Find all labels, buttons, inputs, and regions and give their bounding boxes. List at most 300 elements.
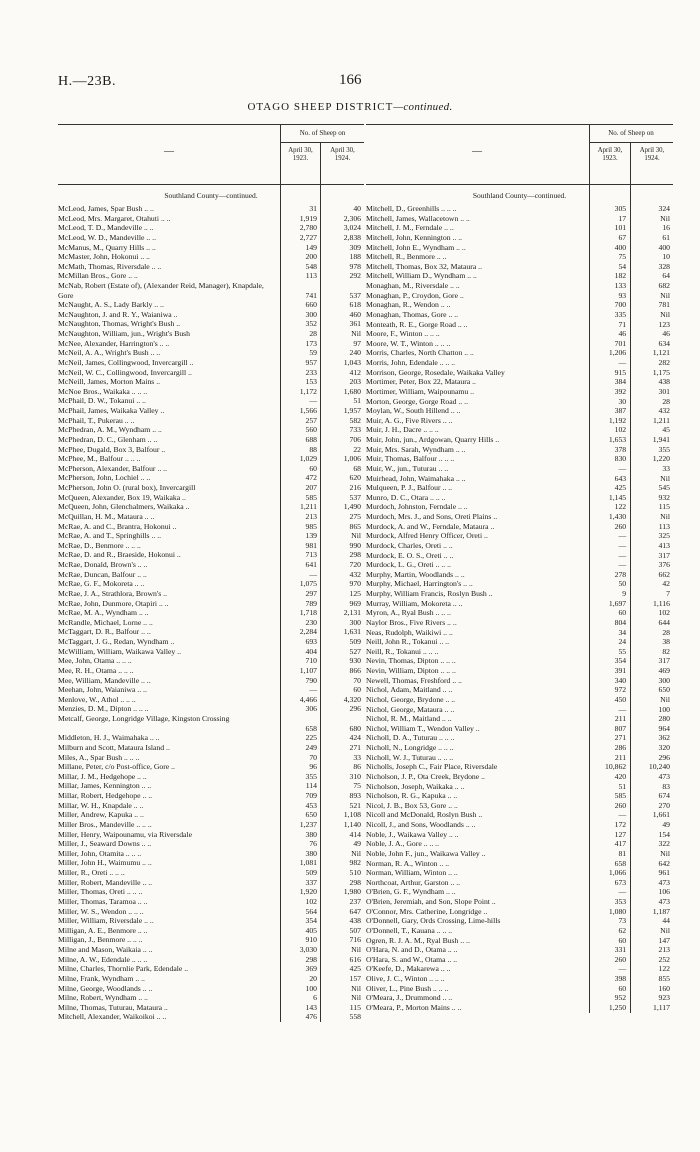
owner-cell: O'Hara, N. and D., Otama .. .. [366, 945, 458, 955]
sheep-1924-cell: Nil [660, 290, 670, 300]
sheep-1923-cell: 1,107 [299, 665, 317, 675]
owner-cell: McNeill, James, Morton Mains .. [58, 377, 161, 387]
sheep-1924-cell: 213 [658, 945, 670, 955]
sheep-1924-cell: 644 [658, 617, 670, 627]
owner-cell: Miller, R., Oreti .. .. .. [58, 868, 125, 878]
sheep-1923-cell: 1,080 [608, 906, 627, 916]
table-row [58, 685, 364, 695]
sheep-1923-cell: 2,727 [299, 232, 317, 242]
owner-cell: Milne, Robert, Wyndham .. .. [58, 993, 148, 1003]
sheep-1923-cell: 297 [305, 588, 317, 598]
table-row [58, 599, 364, 609]
sheep-1924-cell: 970 [349, 579, 361, 589]
sheep-1923-cell: 1,075 [299, 579, 317, 589]
sheep-1923-cell: 3,030 [299, 945, 317, 955]
sheep-1924-cell: Nil [660, 309, 670, 319]
owner-cell: McRae, G. F., Mokoreta .. .. [58, 579, 145, 589]
sheep-1924-cell: 325 [658, 531, 670, 541]
sheep-1924-cell: 298 [349, 877, 361, 887]
owner-cell: McQueen, Alexander, Box 19, Waikaka .. [58, 492, 186, 502]
sheep-1923-cell: 789 [305, 598, 317, 608]
sheep-1923-cell: 450 [614, 694, 627, 704]
col-1923-header: April 30, 1923. [288, 147, 313, 162]
sheep-1924-cell: 7 [666, 589, 670, 598]
sheep-1923-cell: 101 [614, 223, 627, 233]
table-row [58, 676, 364, 686]
table-row [58, 801, 364, 811]
sheep-1924-cell: 460 [349, 309, 361, 319]
owner-cell: O'Meara, J., Drummond .. .. [366, 993, 453, 1003]
table-row [58, 839, 364, 849]
table-row [366, 493, 673, 503]
table-row [58, 945, 364, 955]
sheep-1923-cell: 122 [614, 502, 627, 512]
sheep-1923-cell: 113 [305, 271, 317, 281]
sheep-1923-cell: 278 [614, 569, 627, 579]
owner-cell: McPhee, M., Balfour .. .. .. [58, 454, 141, 464]
sheep-1923-cell: 30 [618, 396, 627, 406]
owner-cell: Naylor Bros., Five Rivers .. .. [366, 617, 457, 627]
owner-cell: Miller, John, Otamita .. .. .. [58, 848, 142, 858]
table-row [58, 531, 364, 541]
sheep-1924-cell: 733 [349, 425, 361, 435]
owner-cell: O'Donnell, T., Kauana .. .. .. [366, 925, 453, 935]
sheep-1924-cell: 432 [658, 406, 670, 416]
sheep-1924-cell: 237 [349, 896, 361, 906]
table-row [58, 339, 364, 349]
table-row [58, 984, 364, 994]
table-row [58, 955, 364, 965]
sheep-1924-cell: 16 [662, 223, 670, 233]
sheep-1923-cell: 271 [614, 733, 627, 743]
table-row [366, 474, 673, 484]
sheep-1923-cell: 658 [305, 723, 317, 733]
sheep-1924-cell: 1,680 [343, 386, 361, 396]
table-row [366, 320, 673, 330]
sheep-1924-cell: 154 [658, 829, 670, 839]
owner-cell: Noble, J. A., Gore .. .. .. [366, 839, 440, 849]
owner-cell: Mitchell, R., Benmore .. .. [366, 252, 447, 262]
owner-cell: Muirhead, John, Waimahaka .. .. [366, 473, 466, 483]
sheep-1924-cell: Nil [660, 473, 670, 483]
owner-cell: Millar, Robert, Hedgehope .. .. [58, 791, 153, 801]
sheep-1924-cell: 634 [658, 338, 670, 348]
owner-cell: Moore, F., Winton .. .. .. [366, 329, 440, 339]
sheep-1923-cell: 173 [305, 338, 317, 348]
table-row [366, 464, 673, 474]
owner-cell: Mortimer, Peter, Box 22, Mataura .. [366, 377, 476, 387]
table-row [58, 830, 364, 840]
table-row [58, 522, 364, 532]
table-row [58, 435, 364, 445]
owner-cell: McNeil, James, Collingwood, Invercargill .. [58, 357, 194, 367]
sheep-1924-cell: 425 [349, 964, 361, 974]
owner-cell: Nevin, Thomas, Dipton .. .. .. [366, 656, 456, 666]
sheep-1923-cell: 298 [305, 954, 317, 964]
sheep-1924-cell: 650 [658, 685, 670, 695]
sheep-1924-cell: 716 [349, 935, 361, 945]
sheep-1924-cell: 618 [349, 300, 361, 310]
owner-cell: Miller Bros., Mandeville .. .. .. [58, 819, 152, 829]
sheep-1923-cell: 910 [305, 935, 317, 945]
sheep-1924-cell: 64 [662, 271, 670, 281]
sheep-1923-cell: 1,029 [299, 454, 317, 464]
table-row [366, 243, 673, 253]
sheep-1924-cell: 662 [658, 569, 670, 579]
sheep-1923-cell: 1,211 [299, 502, 317, 512]
table-row [366, 993, 673, 1003]
page-number: 166 [339, 72, 362, 88]
sheep-1923-cell: 688 [305, 434, 317, 444]
sheep-1924-cell: 1,043 [343, 357, 361, 367]
table-row [58, 319, 364, 329]
sheep-1924-cell: 60 [353, 685, 361, 695]
table-row [366, 416, 673, 426]
table-row [58, 589, 364, 599]
table-row [366, 926, 673, 936]
sheep-1923-cell: 981 [305, 540, 317, 550]
owner-cell: McRandle, Michael, Lorne .. .. [58, 617, 153, 627]
sheep-1924-cell: 102 [658, 608, 670, 618]
sheep-1923-cell: 830 [614, 454, 627, 464]
sheep-1924-cell: 216 [349, 483, 361, 493]
sheep-1924-cell: 400 [658, 242, 670, 252]
sheep-1923-cell: 400 [614, 242, 627, 252]
sheep-1924-cell: 510 [349, 868, 361, 878]
owner-cell: Miller, Robert, Mandeville .. .. [58, 877, 153, 887]
owner-cell: Murdoch, Johnston, Ferndale .. .. [366, 502, 468, 512]
owner-cell: Northcoat, Arthur, Garston .. .. [366, 877, 461, 887]
sheep-1924-cell: 361 [349, 319, 361, 329]
owner-cell: Nichol, George, Mataura .. .. [366, 704, 455, 714]
sheep-1923-cell: 509 [305, 868, 317, 878]
owner-cell: McPherson, Alexander, Balfour .. .. [58, 463, 168, 473]
county-subheading: Southland County—continued. [164, 191, 258, 200]
sheep-1924-cell: 432 [349, 569, 361, 579]
sheep-1924-cell: 33 [353, 752, 361, 762]
sheep-1923-cell: 2,284 [299, 627, 317, 637]
owner-cell: Miller, John H., Waimumu .. .. [58, 858, 152, 868]
owner-cell: McPhail, James, Waikaka Valley .. [58, 406, 165, 416]
table-row [58, 271, 364, 281]
owner-cell: Mitchell, John, Kennington .. .. [366, 232, 463, 242]
sheep-1924-cell: 270 [658, 800, 670, 810]
owner-cell: Moore, W. T., Winton .. .. .. [366, 338, 451, 348]
sheep-1924-cell: 706 [349, 434, 361, 444]
owner-cell: Milne, Thomas, Tuturau, Mataura .. [58, 1002, 168, 1012]
sheep-1924-cell: 2,306 [343, 213, 361, 223]
sheep-1923-cell: 55 [618, 646, 627, 656]
sheep-1924-cell: 616 [349, 954, 361, 964]
sheep-1924-cell: Nil [660, 848, 670, 858]
sheep-1924-cell: 521 [349, 800, 361, 810]
owner-cell: Murdock, A. and W., Ferndale, Mataura .. [366, 521, 495, 531]
sheep-1924-cell: 10 [662, 252, 670, 262]
sheep-1924-cell: 44 [662, 916, 670, 926]
owner-cell: McPhee, Dugald, Box 3, Balfour .. [58, 444, 166, 454]
table-row [58, 608, 364, 618]
table-row [58, 753, 364, 763]
sheep-1923-cell: 1,081 [299, 858, 317, 868]
owner-cell: Noble, John F., jun., Waikawa Valley .. [366, 848, 486, 858]
owner-cell: Muir, Thomas, Balfour .. .. .. [366, 454, 455, 464]
owner-cell: Millar, W. H., Knapdale .. .. [58, 800, 144, 810]
owner-cell: Morris, John, Edendale .. .. .. [366, 358, 456, 367]
table-row [366, 964, 673, 974]
sheep-1924-cell: 324 [658, 204, 670, 213]
table-row [366, 608, 673, 618]
sheep-1924-cell: 964 [658, 723, 670, 733]
table-row [366, 377, 673, 387]
table-row [58, 243, 364, 253]
owner-cell: McRae, J. A., Strathlora, Brown's .. [58, 588, 167, 598]
owner-cell: Nichol, William T., Wendon Valley .. [366, 723, 480, 733]
sheep-1923-cell: 378 [614, 444, 627, 454]
sheep-1924-cell: 1,116 [652, 598, 670, 608]
sheep-1923-cell: 10,862 [605, 762, 627, 772]
owner-cell: Nicholl, N., Longridge .. .. .. [366, 743, 454, 752]
table-row [366, 512, 673, 522]
sheep-1924-cell: 507 [349, 925, 361, 935]
table-row [366, 291, 673, 301]
owner-cell: McRae, Duncan, Balfour .. .. [58, 569, 147, 579]
sheep-1924-cell: 414 [349, 829, 361, 839]
sheep-1923-cell: 207 [305, 483, 317, 493]
sheep-1924-cell: 3,024 [343, 223, 361, 233]
table-row [366, 810, 673, 820]
owner-cell: O'Donnell, Gary, Ords Crossing, Lime-hills [366, 916, 501, 926]
owner-cell: Mee, R. H., Otama .. .. .. [58, 665, 134, 675]
sheep-1923-cell: 60 [618, 608, 627, 618]
sheep-1924-cell: 40 [353, 204, 361, 213]
table-row [58, 974, 364, 984]
sheep-1923-cell: 673 [614, 877, 627, 887]
sheep-1923-cell: 369 [305, 964, 317, 974]
table-row [366, 425, 673, 435]
table-row [366, 791, 673, 801]
sheep-1924-cell: 271 [349, 742, 361, 752]
owner-cell: Miller, William, Riversdale .. .. [58, 916, 154, 926]
sheep-1923-cell: 260 [614, 954, 627, 964]
sheep-1923-cell: 952 [614, 993, 627, 1003]
owner-cell: McPherson, John O. (rural box), Invercargill [58, 483, 196, 493]
owner-cell: Noble, J., Waikawa Valley .. .. [366, 829, 459, 839]
sheep-1924-cell: 438 [349, 916, 361, 926]
owner-cell: Nevin, William, Dipton .. .. .. [366, 666, 456, 675]
sheep-1923-cell: 476 [305, 1012, 317, 1022]
owner-cell: Murphy, William Francis, Roslyn Bush .. [366, 589, 493, 598]
table-body [366, 185, 673, 1013]
owner-cell: O'Brien, Jeremiah, and Son, Slope Point .. [366, 897, 496, 906]
sheep-1924-cell: 1,941 [652, 435, 670, 444]
sheep-1923-cell: 71 [618, 319, 627, 329]
sheep-1924-cell: Nil [351, 848, 361, 858]
col-1923-header: April 30, 1923. [597, 147, 623, 162]
sheep-1924-cell: 923 [658, 993, 670, 1003]
table-row [366, 387, 673, 397]
sheep-1923-cell: 102 [305, 896, 317, 906]
owner-cell: Nicoll and McDonald, Roslyn Bush .. [366, 810, 483, 820]
page-title [0, 101, 700, 113]
owner-cell: Muir, A. G., Five Rivers .. .. [366, 415, 453, 425]
sheep-1923-cell: 355 [305, 771, 317, 781]
sheep-1924-cell: 982 [349, 858, 361, 868]
owner-cell: Monaghan, Thomas, Gore .. .. [366, 309, 459, 319]
table-row [58, 656, 364, 666]
owner-cell: Milligan, A. E., Benmore .. .. [58, 925, 148, 935]
owner-cell: McQueen, John, Glenchalmers, Waikaka .. [58, 502, 190, 512]
sheep-1923-cell: 1,430 [608, 512, 627, 521]
sheep-1923-cell: 300 [305, 309, 317, 319]
owner-cell: McNoe Bros., Waikaka .. .. .. [58, 386, 148, 396]
sheep-1924-cell: Nil [351, 329, 361, 339]
table-row [366, 531, 673, 541]
owner-cell: O'Keefe, D., Makarewa .. .. [366, 964, 451, 974]
sheep-1924-cell: 296 [658, 752, 670, 762]
sheep-1924-cell: 300 [658, 675, 670, 685]
table-row [366, 945, 673, 955]
table-row [58, 858, 364, 868]
owner-cell: McMath, Thomas, Riversdale .. .. [58, 261, 162, 271]
sheep-1923-cell: 650 [305, 810, 317, 820]
owner-cell: Neill, R., Tokanui .. .. .. [366, 646, 439, 656]
sheep-1923-cell: 398 [614, 974, 627, 983]
table-row [366, 483, 673, 493]
table-row [366, 223, 673, 233]
sheep-1924-cell: 1,490 [343, 502, 361, 512]
sheep-1924-cell: 1,140 [343, 819, 361, 829]
owner-cell: Milne and Mason, Waikaia .. .. [58, 945, 153, 955]
sheep-1924-cell: Nil [660, 213, 670, 223]
owner-cell: McRae, John, Dunmore, Otapiri .. .. [58, 598, 169, 608]
sheep-1923-cell: 790 [305, 675, 317, 685]
owner-cell: Myron, A., Ryal Bush .. .. .. [366, 608, 451, 618]
table-row [366, 1003, 673, 1013]
sheep-1924-cell: 42 [662, 579, 670, 589]
sheep-1923-cell: 230 [305, 617, 317, 627]
table-row [366, 820, 673, 830]
sheep-1923-cell: 658 [614, 858, 627, 868]
table-row [58, 579, 364, 589]
owner-cell: McQuillan, H. M., Mataura .. .. [58, 511, 155, 521]
owner-cell: Nichol, Adam, Maitland .. .. [366, 685, 453, 695]
owner-cell: Oliver, L., Pine Bush .. .. .. [366, 983, 449, 993]
sheep-1924-cell: 865 [349, 521, 361, 531]
sheep-1923-cell: 1,237 [299, 819, 317, 829]
table-row [366, 705, 673, 715]
sheep-1924-cell: 1,211 [652, 415, 670, 425]
table-row [58, 204, 364, 214]
sheep-1923-cell: 1,919 [299, 213, 317, 223]
sheep-1924-cell: 115 [658, 502, 670, 512]
sheep-1923-cell: 1,697 [608, 598, 627, 608]
owner-cell: Muir, Mrs. Sarah, Wyndham .. .. [366, 444, 466, 454]
sheep-1924-cell: 1,187 [652, 906, 670, 916]
sheep-1924-cell: 300 [349, 617, 361, 627]
sheep-1923-cell: 335 [614, 309, 627, 319]
owner-cell: Miller, W. S., Wendon .. .. .. [58, 906, 144, 916]
owner-cell: Muir, W., jun., Tuturau .. .. [366, 463, 449, 473]
sheep-1923-cell: 1,206 [608, 348, 627, 358]
sheep-1923-cell: 182 [614, 271, 627, 281]
sheep-1924-cell: 203 [349, 377, 361, 387]
sheep-1923-cell: 564 [305, 906, 317, 916]
sheep-1923-cell: 149 [305, 242, 317, 252]
sheep-1923-cell: — [309, 685, 317, 695]
sheep-1924-cell: 70 [353, 675, 361, 685]
sheep-1924-cell: 1,175 [652, 367, 670, 377]
owner-cell: Milne, George, Woodlands .. .. [58, 983, 153, 993]
sheep-1924-cell: 10,240 [648, 762, 670, 772]
sheep-1923-cell: 70 [309, 752, 317, 762]
district-title: OTAGO SHEEP DISTRICT [247, 101, 394, 113]
table-row [58, 887, 364, 897]
owner-cell: Munro, D. C., Otara .. .. .. [366, 492, 446, 502]
sheep-1923-cell: 710 [305, 656, 317, 666]
table-header [366, 124, 673, 185]
sheep-1923-cell: 1,250 [608, 1002, 627, 1012]
table-header [58, 124, 364, 185]
sheep-1923-cell: 807 [614, 723, 627, 733]
sheep-1923-cell: 741 [305, 290, 317, 300]
sheep-1924-cell: 51 [353, 396, 361, 406]
sheep-1923-cell: 380 [305, 829, 317, 839]
owner-cell: McNeil, W. C., Collingwood, Invercargill .. [58, 367, 192, 377]
sheep-1923-cell: 28 [309, 329, 317, 339]
sheep-1924-cell: 320 [658, 743, 670, 752]
owner-cell: McNab, Robert (Estate of), (Alexander Reid, Manager), Knapdale, Gore [58, 281, 264, 300]
owner-cell: McWilliam, William, Waikawa Valley .. [58, 646, 182, 656]
sheep-1923-cell: 391 [614, 666, 627, 675]
table-row [366, 772, 673, 782]
owner-cell: Mitchell, Alexander, Waikoikoi .. .. [58, 1012, 167, 1022]
sheep-1923-cell: 404 [305, 646, 317, 656]
owner-cell: McPhail, T., Pukerau .. .. [58, 415, 135, 425]
owner-cell: Meehan, John, Waianiwa .. .. [58, 685, 147, 695]
sheep-1923-cell: 804 [614, 617, 627, 627]
owner-cell: Murphy, Michael, Harrington's .. .. [366, 579, 473, 589]
sheep-1923-cell: 172 [614, 820, 627, 829]
sheep-1924-cell: 473 [658, 897, 670, 906]
table-row [366, 907, 673, 917]
title-suffix: —continued. [393, 101, 453, 113]
table-row [366, 974, 673, 984]
table-row [58, 473, 364, 483]
owner-cell: O'Meara, P., Morton Mains .. .. [366, 1002, 462, 1012]
owner-cell: Morton, George, Gorge Road .. .. [366, 396, 468, 406]
table-row [58, 666, 364, 676]
table-row [366, 743, 673, 753]
sheep-1923-cell: 75 [618, 252, 627, 262]
sheep-1923-cell: 211 [614, 714, 627, 724]
owner-cell: Morrison, George, Rosedale, Waikaka Valley [366, 367, 505, 377]
table-row [58, 464, 364, 474]
table-row [58, 396, 364, 406]
sheep-1924-cell: 82 [662, 646, 670, 656]
table-row [58, 329, 364, 339]
sheep-1923-cell: 260 [614, 521, 627, 531]
sheep-1924-cell: 1,661 [652, 810, 670, 820]
sheep-1924-cell: 33 [662, 463, 670, 473]
owner-cell: McLeod, W. D., Mandeville .. .. [58, 232, 156, 242]
sheep-count-group-header: No. of Sheep on [608, 129, 654, 137]
sheep-1924-cell: 1,117 [652, 1002, 670, 1012]
owner-cell: Miles, A., Spar Bush .. .. .. [58, 752, 140, 762]
owner-cell: McNee, Alexander, Harrington's .. .. [58, 338, 170, 348]
table-row [366, 733, 673, 743]
table-row [366, 887, 673, 897]
table-row [58, 233, 364, 243]
